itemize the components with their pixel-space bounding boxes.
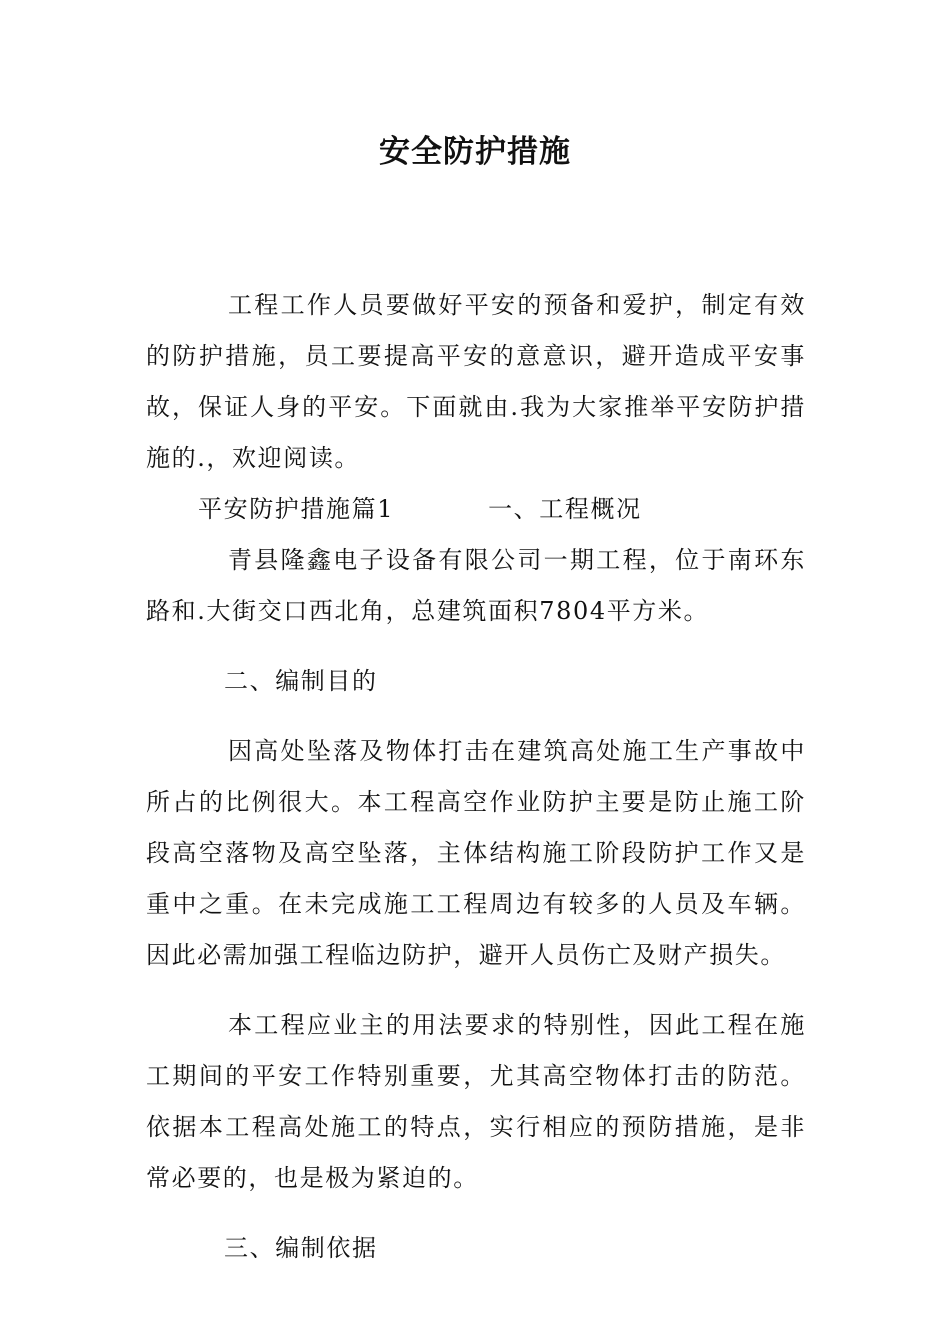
section2-paragraph-2: 本工程应业主的用法要求的特别性，因此工程在施工期间的平安工作特别重要，尤其高空物体打击的防范。依据本工程高处施工的特点，实行相应的预防措施，是非常必要的，也是极为紧迫的。: [146, 1011, 806, 1192]
section2-paragraph-1: 因高处坠落及物体打击在建筑高处施工生产事故中所占的比例很大。本工程高空作业防护主要是防止施工阶段高空落物及高空坠落，主体结构施工阶段防护工作又是重中之重。在未完成施工工程周边有较多的人员及车辆。因此必需加强工程临边防护，避开人员伤亡及财产损失。: [146, 737, 806, 969]
document-body: [146, 280, 806, 1274]
article-title: 平安防护措施篇1: [198, 495, 395, 523]
intro-paragraph: 工程工作人员要做好平安的预备和爱护，制定有效的防护措施，员工要提高平安的意意识，避开造成平安事故，保证人身的平安。下面就由.我为大家推举平安防护措施的.，欢迎阅读。: [146, 291, 806, 472]
section3-heading: 三、编制依据: [224, 1234, 378, 1262]
section1-heading: 一、工程概况: [488, 495, 642, 523]
document-title: 安全防护措施: [379, 134, 571, 170]
article-heading-line: [146, 484, 806, 535]
section1-paragraph: 青县隆鑫电子设备有限公司一期工程，位于南环东路和.大街交口西北角，总建筑面积7804平方米。: [146, 546, 806, 625]
section2-heading: 二、编制目的: [224, 667, 378, 695]
